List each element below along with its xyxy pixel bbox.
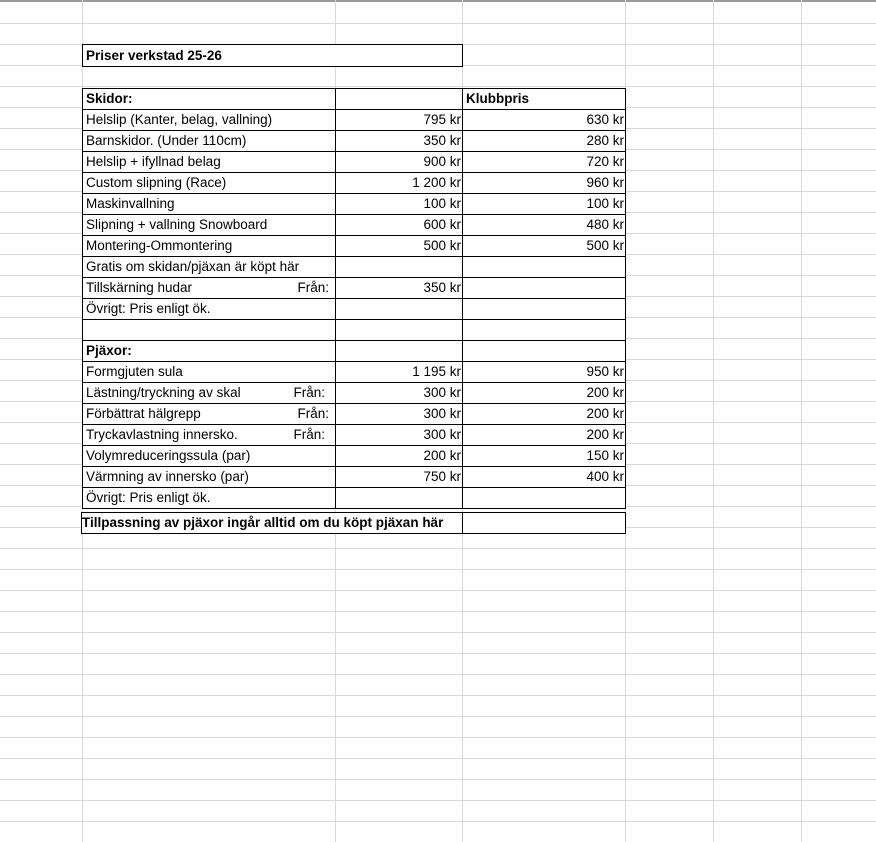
item-label-cell[interactable] bbox=[82, 319, 336, 341]
from-label: Från: bbox=[297, 280, 329, 295]
price-cell[interactable]: 100 kr bbox=[335, 193, 463, 215]
gridline-horizontal bbox=[0, 779, 876, 780]
gridline-horizontal bbox=[0, 653, 876, 654]
club-price-cell[interactable]: Klubbpris bbox=[462, 88, 626, 110]
item-label-cell[interactable]: Barnskidor. (Under 110cm) bbox=[82, 130, 336, 152]
item-label-cell[interactable]: Maskinvallning bbox=[82, 193, 336, 215]
item-label-cell[interactable]: Helslip (Kanter, belag, vallning) bbox=[82, 109, 336, 131]
item-label-text: Tryckavlastning innersko. bbox=[86, 427, 238, 442]
club-price-cell[interactable] bbox=[462, 298, 626, 320]
gridline-horizontal bbox=[0, 800, 876, 801]
gridline-horizontal bbox=[0, 821, 876, 822]
price-cell[interactable]: 350 kr bbox=[335, 130, 463, 152]
price-cell[interactable]: 750 kr bbox=[335, 466, 463, 488]
gridline-horizontal bbox=[0, 737, 876, 738]
club-price-cell[interactable]: 100 kr bbox=[462, 193, 626, 215]
club-price-cell[interactable] bbox=[462, 256, 626, 278]
club-price-cell[interactable] bbox=[462, 319, 626, 341]
club-price-cell[interactable]: 950 kr bbox=[462, 361, 626, 383]
gridline-horizontal bbox=[0, 611, 876, 612]
item-label-text: Förbättrat hälgrepp bbox=[86, 406, 201, 421]
section-header-cell[interactable]: Pjäxor: bbox=[82, 340, 336, 362]
price-cell[interactable]: 1 200 kr bbox=[335, 172, 463, 194]
gridline-horizontal bbox=[0, 716, 876, 717]
club-price-cell[interactable]: 500 kr bbox=[462, 235, 626, 257]
sheet-title-cell[interactable]: Priser verkstad 25-26 bbox=[82, 44, 463, 67]
price-cell[interactable]: 300 kr bbox=[335, 403, 463, 425]
price-cell[interactable] bbox=[335, 256, 463, 278]
grid-top-border bbox=[0, 0, 876, 2]
item-label-cell[interactable]: Custom slipning (Race) bbox=[82, 172, 336, 194]
gridline-horizontal bbox=[0, 86, 876, 87]
price-cell[interactable]: 600 kr bbox=[335, 214, 463, 236]
gridline-horizontal bbox=[0, 674, 876, 675]
gridline-horizontal bbox=[0, 548, 876, 549]
item-label-cell[interactable]: Övrigt: Pris enligt ök. bbox=[82, 298, 336, 320]
item-label-cell[interactable]: Volymreduceringssula (par) bbox=[82, 445, 336, 467]
item-label-cell[interactable]: Helslip + ifyllnad belag bbox=[82, 151, 336, 173]
item-label-cell[interactable]: Formgjuten sula bbox=[82, 361, 336, 383]
item-label-cell[interactable]: Värmning av innersko (par) bbox=[82, 466, 336, 488]
gridline-horizontal bbox=[0, 695, 876, 696]
club-price-cell[interactable]: 200 kr bbox=[462, 424, 626, 446]
item-label-cell[interactable] bbox=[82, 424, 336, 446]
from-label: Från: bbox=[293, 385, 325, 400]
club-price-cell[interactable] bbox=[462, 340, 626, 362]
item-label-cell[interactable] bbox=[82, 403, 336, 425]
price-cell[interactable]: 1 195 kr bbox=[335, 361, 463, 383]
price-cell[interactable]: 300 kr bbox=[335, 382, 463, 404]
price-cell[interactable]: 200 kr bbox=[335, 445, 463, 467]
item-label-cell[interactable] bbox=[82, 382, 336, 404]
club-price-cell[interactable]: 400 kr bbox=[462, 466, 626, 488]
section-header-cell[interactable]: Skidor: bbox=[82, 88, 336, 110]
price-cell[interactable] bbox=[335, 298, 463, 320]
club-price-cell[interactable] bbox=[462, 487, 626, 509]
club-price-cell[interactable]: 200 kr bbox=[462, 382, 626, 404]
price-cell[interactable]: 795 kr bbox=[335, 109, 463, 131]
club-price-cell[interactable] bbox=[462, 277, 626, 299]
price-cell[interactable] bbox=[335, 487, 463, 509]
from-label: Från: bbox=[293, 427, 325, 442]
club-price-cell[interactable]: 480 kr bbox=[462, 214, 626, 236]
from-label: Från: bbox=[297, 406, 329, 421]
gridline-horizontal bbox=[0, 590, 876, 591]
price-cell[interactable] bbox=[335, 319, 463, 341]
price-cell[interactable]: 350 kr bbox=[335, 277, 463, 299]
club-price-cell[interactable]: 720 kr bbox=[462, 151, 626, 173]
club-price-cell[interactable]: 280 kr bbox=[462, 130, 626, 152]
item-label-text: Lästning/tryckning av skal bbox=[86, 385, 241, 400]
club-price-cell[interactable]: 150 kr bbox=[462, 445, 626, 467]
gridline-horizontal bbox=[0, 569, 876, 570]
price-cell[interactable]: 900 kr bbox=[335, 151, 463, 173]
price-cell[interactable] bbox=[335, 340, 463, 362]
footer-club-cell[interactable] bbox=[462, 512, 626, 534]
gridline-horizontal bbox=[0, 758, 876, 759]
club-price-cell[interactable]: 200 kr bbox=[462, 403, 626, 425]
item-label-cell[interactable]: Gratis om skidan/pjäxan är köpt här bbox=[82, 256, 336, 278]
item-label-cell[interactable] bbox=[82, 277, 336, 299]
gridline-horizontal bbox=[0, 632, 876, 633]
gridline-horizontal bbox=[0, 23, 876, 24]
price-cell[interactable] bbox=[335, 88, 463, 110]
item-label-cell[interactable]: Övrigt: Pris enligt ök. bbox=[82, 487, 336, 509]
item-label-cell[interactable]: Slipning + vallning Snowboard bbox=[82, 214, 336, 236]
price-cell[interactable]: 300 kr bbox=[335, 424, 463, 446]
item-label-text: Tillskärning hudar bbox=[86, 280, 193, 295]
price-cell[interactable]: 500 kr bbox=[335, 235, 463, 257]
item-label-cell[interactable]: Montering-Ommontering bbox=[82, 235, 336, 257]
footer-note[interactable]: Tillpassning av pjäxor ingår alltid om du köpt pjäxan här bbox=[81, 512, 463, 534]
club-price-cell[interactable]: 960 kr bbox=[462, 172, 626, 194]
club-price-cell[interactable]: 630 kr bbox=[462, 109, 626, 131]
